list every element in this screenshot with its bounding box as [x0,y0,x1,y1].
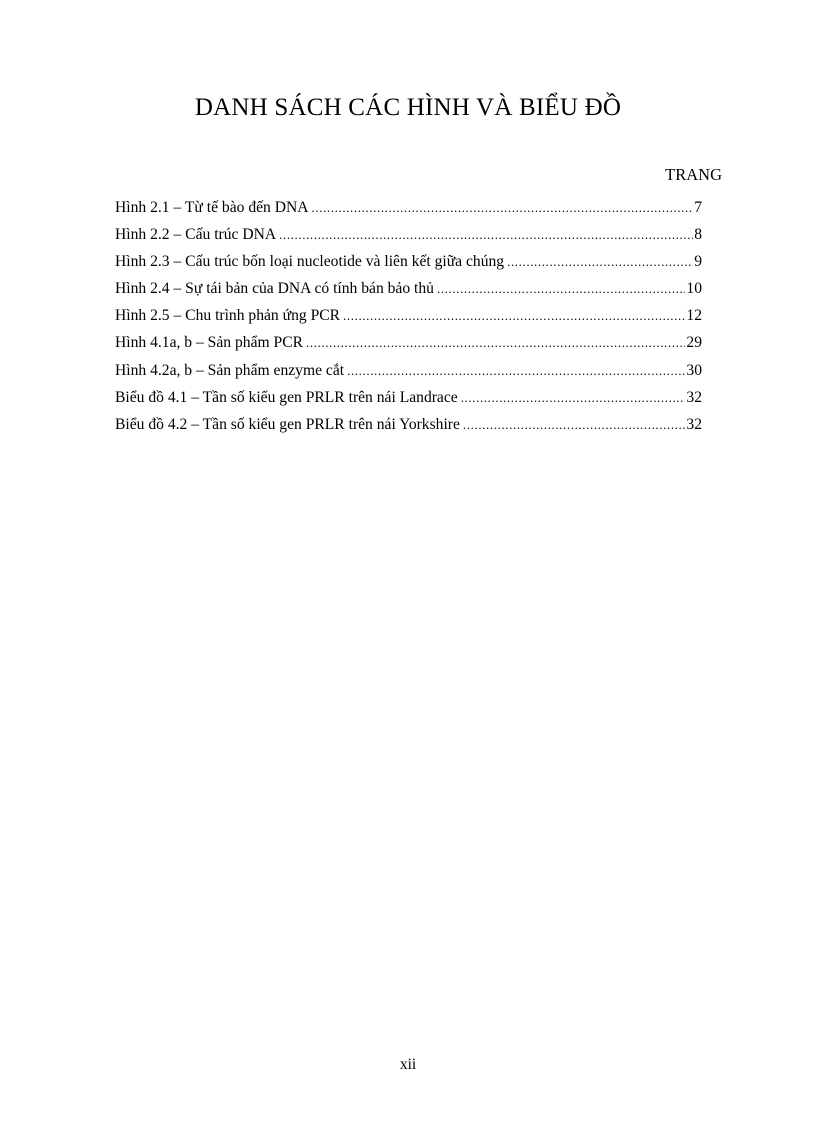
dot-leader [312,200,694,216]
toc-entry-text: Hình 4.2a, b – Sản phẩm enzyme cắt [115,361,345,379]
dot-leader [343,308,685,324]
toc-entry-page: 9 [694,253,702,271]
toc-entry[interactable] [115,389,702,416]
dot-leader [437,281,685,297]
toc-entry[interactable] [115,334,702,361]
toc-entry-page: 32 [686,388,702,406]
toc-entry[interactable] [115,199,702,226]
toc-entry-text: Hình 4.1a, b – Sản phẩm PCR [115,334,303,352]
toc-entry-text: Hình 2.1 – Từ tế bào đến DNA [115,199,309,216]
page-column-label: TRANG [665,165,722,184]
toc-entry-page: 10 [686,280,702,298]
dot-leader [279,227,693,243]
toc-entry-text: Hình 2.4 – Sự tái bản của DNA có tính bán bảo thủ [115,280,434,298]
toc-entry-text: Hình 2.3 – Cấu trúc bốn loại nucleotide và liên kết giữa chúng [115,253,505,271]
toc-entry[interactable] [115,226,702,253]
toc-entry[interactable] [115,416,702,443]
toc-entry-page: 32 [686,415,702,433]
page-title: DANH SÁCH CÁC HÌNH VÀ BIỂU ĐỒ [194,94,622,121]
toc-entry-page: 8 [694,226,702,244]
toc-entry-page: 29 [686,334,702,352]
toc-entry-text: Biểu đồ 4.1 – Tần số kiểu gen PRLR trên nái Landrace [115,388,458,406]
toc-entry[interactable] [115,307,702,334]
toc-entry-page: 30 [686,361,702,379]
toc-entry-page: 7 [694,199,702,216]
dot-leader [347,363,685,379]
toc-entry-text: Hình 2.2 – Cấu trúc DNA [115,226,277,244]
toc-entry[interactable] [115,253,702,280]
toc-entry-text: Hình 2.5 – Chu trình phản ứng PCR [115,307,341,325]
figure-list [115,199,702,443]
dot-leader [507,254,693,270]
toc-entry[interactable] [115,280,702,307]
toc-entry[interactable] [115,362,702,389]
dot-leader [306,335,685,351]
toc-entry-page: 12 [686,307,702,325]
page-number: xii [399,1056,417,1073]
toc-entry-text: Biểu đồ 4.2 – Tần số kiểu gen PRLR trên nái Yorkshire [115,415,460,433]
dot-leader [461,390,686,406]
dot-leader [463,417,685,433]
